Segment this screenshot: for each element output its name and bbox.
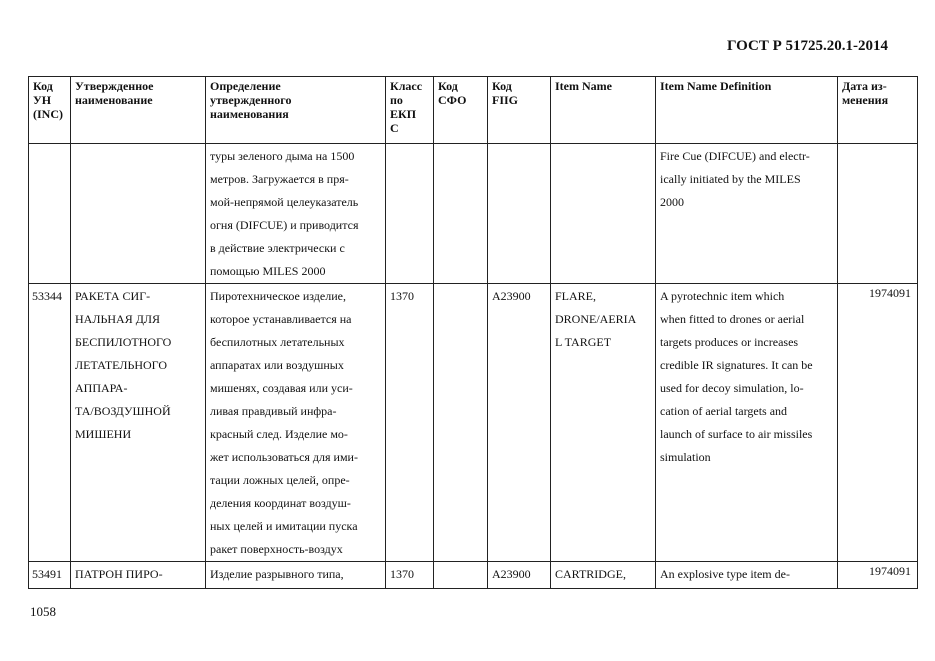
col-header-sfo xyxy=(434,77,488,144)
text-line: Определение xyxy=(210,79,281,93)
text-line: которое устанавливается на xyxy=(210,312,352,326)
text-line: менения xyxy=(842,93,889,107)
col-header-definition xyxy=(206,77,386,144)
text-line: помощью MILES 2000 xyxy=(210,264,326,278)
col-header-fiig xyxy=(488,77,551,144)
text-line: С xyxy=(390,121,399,135)
text-line: L TARGET xyxy=(555,335,612,349)
cell-date xyxy=(838,144,918,284)
col-header-date xyxy=(838,77,918,144)
cell-sfo xyxy=(434,144,488,284)
text-line: Item Name Definition xyxy=(660,79,772,93)
text-line: жет использоваться для ими- xyxy=(210,450,358,464)
cell-definition xyxy=(206,144,386,284)
cell-item-name xyxy=(551,144,656,284)
text-line: An explosive type item de- xyxy=(660,567,790,581)
cell-item-name xyxy=(551,562,656,589)
text-line: ракет поверхность-воздух xyxy=(210,542,343,556)
text-line: в действие электрически с xyxy=(210,241,345,255)
text-line: simulation xyxy=(660,450,711,464)
text-line: (INC) xyxy=(33,107,63,121)
cell-inc xyxy=(29,144,71,284)
text-line: аппаратах или воздушных xyxy=(210,358,344,372)
text-line: targets produces or increases xyxy=(660,335,799,349)
col-header-inc xyxy=(29,77,71,144)
cell-inc: 53491 xyxy=(29,562,71,589)
text-line: launch of surface to air missiles xyxy=(660,427,813,441)
table-row xyxy=(29,284,918,562)
text-line: cation of aerial targets and xyxy=(660,404,788,418)
text-line: ных целей и имитации пуска xyxy=(210,519,358,533)
text-line: ЛЕТАТЕЛЬНОГО xyxy=(75,358,167,372)
cell-definition xyxy=(206,562,386,589)
col-header-class xyxy=(386,77,434,144)
cell-name xyxy=(71,562,206,589)
cell-fiig: A23900 xyxy=(488,562,551,589)
text-line: FIIG xyxy=(492,93,519,107)
text-line: метров. Загружается в пря- xyxy=(210,172,349,186)
cell-fiig: A23900 xyxy=(488,284,551,562)
cell-item-definition xyxy=(656,284,838,562)
cell-class xyxy=(386,144,434,284)
text-line: Код xyxy=(492,79,512,93)
text-line: 2000 xyxy=(660,195,684,209)
cell-name xyxy=(71,144,206,284)
text-line: ПАТРОН ПИРО- xyxy=(75,567,163,581)
text-line: Пиротехническое изделие, xyxy=(210,289,346,303)
text-line: Код xyxy=(33,79,53,93)
text-line: CARTRIDGE, xyxy=(555,567,626,581)
text-line: used for decoy simulation, lo- xyxy=(660,381,804,395)
cell-item-definition xyxy=(656,562,838,589)
text-line: СФО xyxy=(438,93,467,107)
text-line: БЕСПИЛОТНОГО xyxy=(75,335,172,349)
text-line: тации ложных целей, опре- xyxy=(210,473,350,487)
cell-name xyxy=(71,284,206,562)
text-line: Класс xyxy=(390,79,423,93)
cell-definition xyxy=(206,284,386,562)
catalog-table xyxy=(28,76,918,589)
cell-inc: 53344 xyxy=(29,284,71,562)
text-line: красный след. Изделие мо- xyxy=(210,427,348,441)
text-line: ливая правдивый инфра- xyxy=(210,404,337,418)
text-line: Изделие разрывного типа, xyxy=(210,567,344,581)
cell-item-definition xyxy=(656,144,838,284)
text-line: наименование xyxy=(75,93,153,107)
cell-fiig xyxy=(488,144,551,284)
text-line: НАЛЬНАЯ ДЛЯ xyxy=(75,312,161,326)
text-line: credible IR signatures. It can be xyxy=(660,358,813,372)
text-line: ically initiated by the MILES xyxy=(660,172,801,186)
text-line: АППАРА- xyxy=(75,381,128,395)
text-line: утвержденного xyxy=(210,93,292,107)
header-row xyxy=(29,77,918,144)
text-line: огня (DIFCUE) и приводится xyxy=(210,218,359,232)
cell-sfo xyxy=(434,562,488,589)
cell-date: 1974091 xyxy=(838,284,918,562)
text-line: A pyrotechnic item which xyxy=(660,289,785,303)
text-line: Дата из- xyxy=(842,79,887,93)
text-line: ЕКП xyxy=(390,107,417,121)
table-row xyxy=(29,562,918,589)
cell-date: 1974091 xyxy=(838,562,918,589)
col-header-name xyxy=(71,77,206,144)
text-line: туры зеленого дыма на 1500 xyxy=(210,149,355,163)
text-line: Item Name xyxy=(555,79,612,93)
text-line: по xyxy=(390,93,403,107)
text-line: МИШЕНИ xyxy=(75,427,132,441)
text-line: беспилотных летательных xyxy=(210,335,345,349)
text-line: Утвержденное xyxy=(75,79,154,93)
text-line: РАКЕТА СИГ- xyxy=(75,289,151,303)
text-line: наименования xyxy=(210,107,289,121)
cell-class: 1370 xyxy=(386,284,434,562)
col-header-item-name xyxy=(551,77,656,144)
document-header: ГОСТ Р 51725.20.1-2014 xyxy=(726,38,888,54)
text-line: Код xyxy=(438,79,458,93)
text-line: Fire Cue (DIFCUE) and electr- xyxy=(660,149,810,163)
text-line: ТА/ВОЗДУШНОЙ xyxy=(75,404,171,418)
text-line: деления координат воздуш- xyxy=(210,496,351,510)
text-line: мой-непрямой целеуказатель xyxy=(210,195,359,209)
cell-item-name xyxy=(551,284,656,562)
text-line: мишенях, создавая или уси- xyxy=(210,381,353,395)
page-number: 1058 xyxy=(30,604,56,619)
text-line: when fitted to drones or aerial xyxy=(660,312,805,326)
text-line: УН xyxy=(33,93,52,107)
col-header-item-definition xyxy=(656,77,838,144)
table-row-continuation xyxy=(29,144,918,284)
text-line: DRONE/AERIA xyxy=(555,312,637,326)
cell-sfo xyxy=(434,284,488,562)
text-line: FLARE, xyxy=(555,289,597,303)
cell-class: 1370 xyxy=(386,562,434,589)
